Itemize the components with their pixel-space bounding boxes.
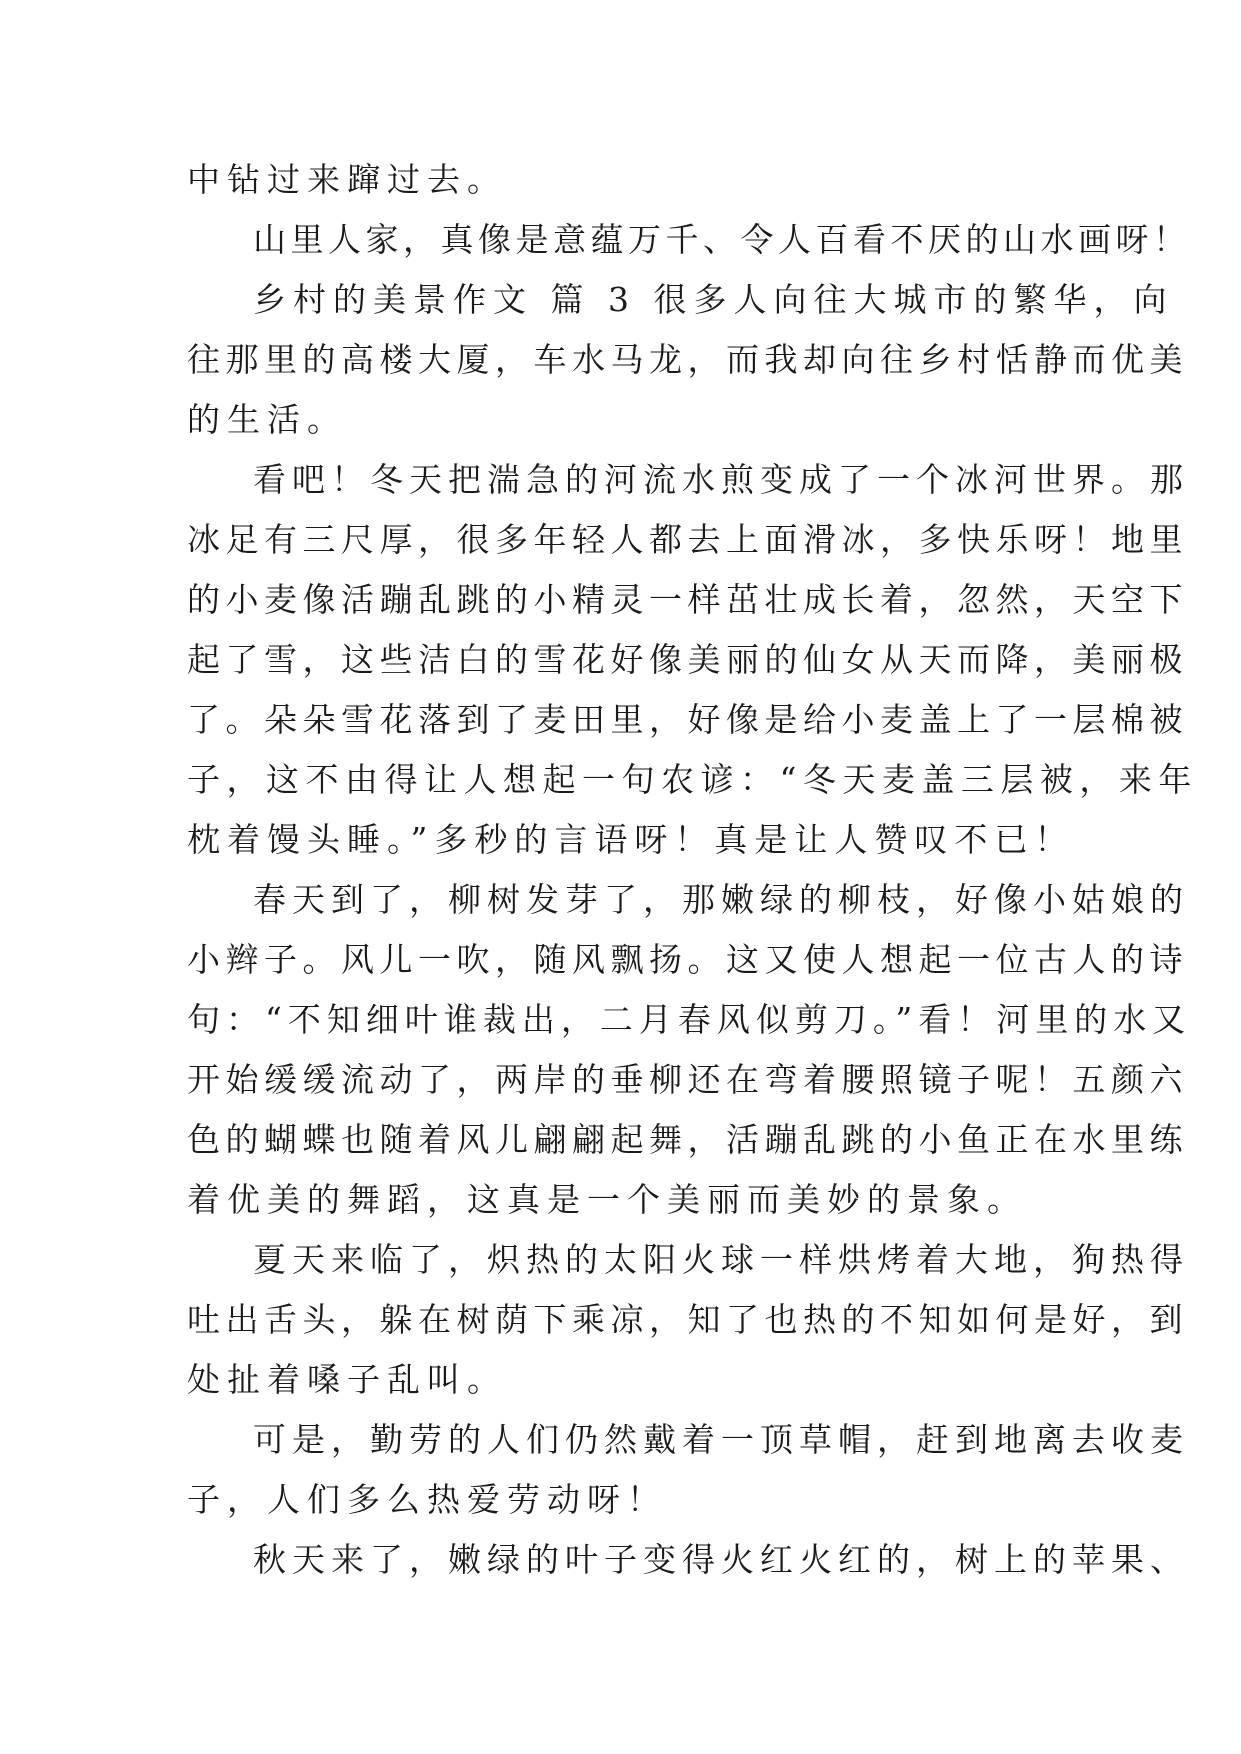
text-line: 子，这不由得让人想起一句农谚：“冬天麦盖三层被，来年 xyxy=(187,760,1198,799)
text-line: 句：“不知细叶谁裁出，二月春风似剪刀。”看！河里的水又 xyxy=(187,1000,1192,1039)
text-line: 着优美的舞蹈，这真是一个美丽而美妙的景象。 xyxy=(187,1180,1027,1219)
text-line: 看吧！冬天把湍急的河流水煎变成了一个冰河世界。那 xyxy=(253,460,1189,499)
essay-body xyxy=(187,150,1198,1590)
text-line: 了。朵朵雪花落到了麦田里，好像是给小麦盖上了一层棉被 xyxy=(187,700,1188,739)
text-line: 乡村的美景作文 篇 3 很多人向往大城市的繁华，向 xyxy=(253,280,1174,319)
text-line: 冰足有三尺厚，很多年轻人都去上面滑冰，多快乐呀！地里 xyxy=(187,520,1188,559)
text-line: 子，人们多么热爱劳动呀！ xyxy=(187,1480,667,1519)
text-line: 春天到了，柳树发芽了，那嫩绿的柳枝，好像小姑娘的 xyxy=(253,880,1189,919)
text-line: 色的蝴蝶也随着风儿翩翩起舞，活蹦乱跳的小鱼正在水里练 xyxy=(187,1120,1188,1159)
text-line: 山里人家，真像是意蕴万千、令人百看不厌的山水画呀！ xyxy=(253,220,1191,259)
text-line: 小辫子。风儿一吹，随风飘扬。这又使人想起一位古人的诗 xyxy=(187,940,1188,979)
text-line: 往那里的高楼大厦，车水马龙，而我却向往乡村恬静而优美 xyxy=(187,340,1188,379)
text-line: 秋天来了，嫩绿的叶子变得火红火红的，树上的苹果、 xyxy=(253,1540,1189,1579)
text-line: 起了雪，这些洁白的雪花好像美丽的仙女从天而降，美丽极 xyxy=(187,640,1188,679)
text-line: 吐出舌头，躲在树荫下乘凉，知了也热的不知如何是好，到 xyxy=(187,1300,1188,1339)
text-line: 的生活。 xyxy=(187,400,347,439)
text-line: 可是，勤劳的人们仍然戴着一顶草帽，赶到地离去收麦 xyxy=(253,1420,1189,1459)
text-line: 处扯着嗓子乱叫。 xyxy=(187,1360,507,1399)
text-line: 开始缓缓流动了，两岸的垂柳还在弯着腰照镜子呢！五颜六 xyxy=(187,1060,1188,1099)
text-line: 枕着馒头睡。”多秒的言语呀！真是让人赞叹不已！ xyxy=(187,820,1075,859)
text-line: 的小麦像活蹦乱跳的小精灵一样茁壮成长着，忽然，天空下 xyxy=(187,580,1188,619)
text-line: 中钻过来蹿过去。 xyxy=(187,160,507,199)
text-line: 夏天来临了，炽热的太阳火球一样烘烤着大地，狗热得 xyxy=(253,1240,1189,1279)
